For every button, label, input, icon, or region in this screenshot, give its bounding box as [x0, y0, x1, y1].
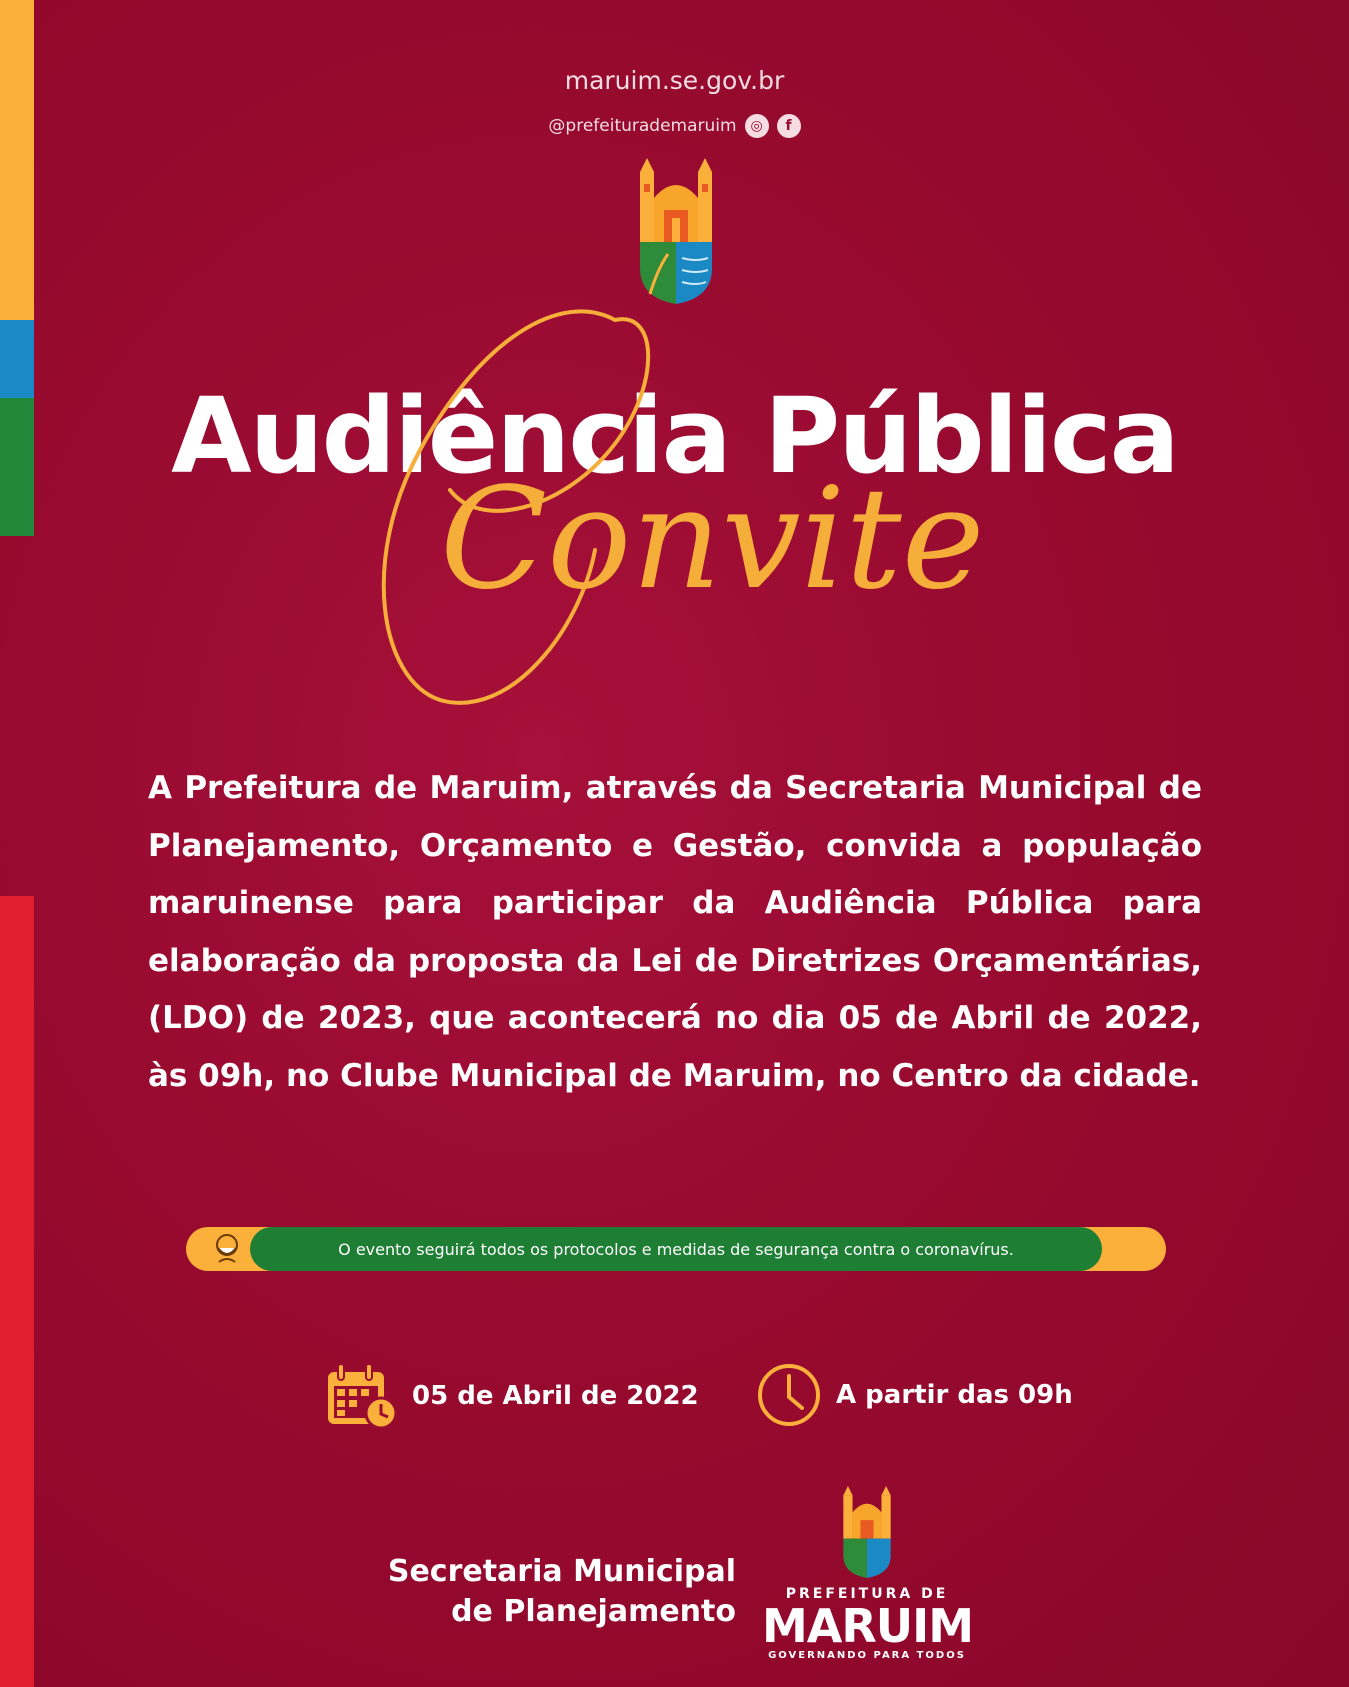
- clock-icon: [756, 1362, 822, 1428]
- stripe-red: [0, 896, 34, 1687]
- script-title: Convite: [440, 458, 985, 621]
- event-time-block: [756, 1362, 1073, 1428]
- logo-top-text: PREFEITURA DE: [785, 1586, 949, 1602]
- website-link[interactable]: maruim.se.gov.br: [564, 66, 785, 95]
- social-handle[interactable]: @prefeiturademaruim: [548, 116, 737, 136]
- stripe-yellow: [0, 0, 34, 320]
- department-line-2: de Planejamento: [451, 1594, 736, 1629]
- city-crest-icon: [638, 158, 714, 308]
- event-time: A partir das 09h: [836, 1380, 1073, 1410]
- prefeitura-logo: [762, 1486, 972, 1661]
- face-mask-icon: [214, 1234, 240, 1264]
- event-date-block: [326, 1362, 699, 1430]
- safety-notice: O evento seguirá todos os protocolos e medidas de segurança contra o coronavírus.: [250, 1227, 1102, 1271]
- instagram-icon[interactable]: ◎: [745, 114, 769, 138]
- facebook-icon[interactable]: f: [777, 114, 801, 138]
- social-row: [0, 114, 1349, 138]
- city-crest-small-icon: [842, 1486, 892, 1578]
- logo-tagline: GOVERNANDO PARA TODOS: [768, 1650, 966, 1661]
- logo-name: MARUIM: [762, 1599, 974, 1653]
- safety-banner: [186, 1227, 1166, 1271]
- page-title: Audiência Pública: [171, 375, 1178, 497]
- department-line-1: Secretaria Municipal: [387, 1554, 736, 1589]
- calendar-clock-icon: [326, 1362, 398, 1430]
- event-date: 05 de Abril de 2022: [412, 1381, 699, 1411]
- department-name: [330, 1552, 736, 1632]
- invitation-text: A Prefeitura de Maruim, através da Secretaria Municipal de Planejamento, Orçamento e Gestão, convida a população maruinense para participar da Audiência Pública para elaboração da proposta da Lei de Diretrizes Orçamentárias, (LDO) de 2023, que acontecerá no dia 05 de Abril de 2022, às 09h, no Clube Municipal de Maruim, no Centro da cidade.: [148, 770, 1202, 1094]
